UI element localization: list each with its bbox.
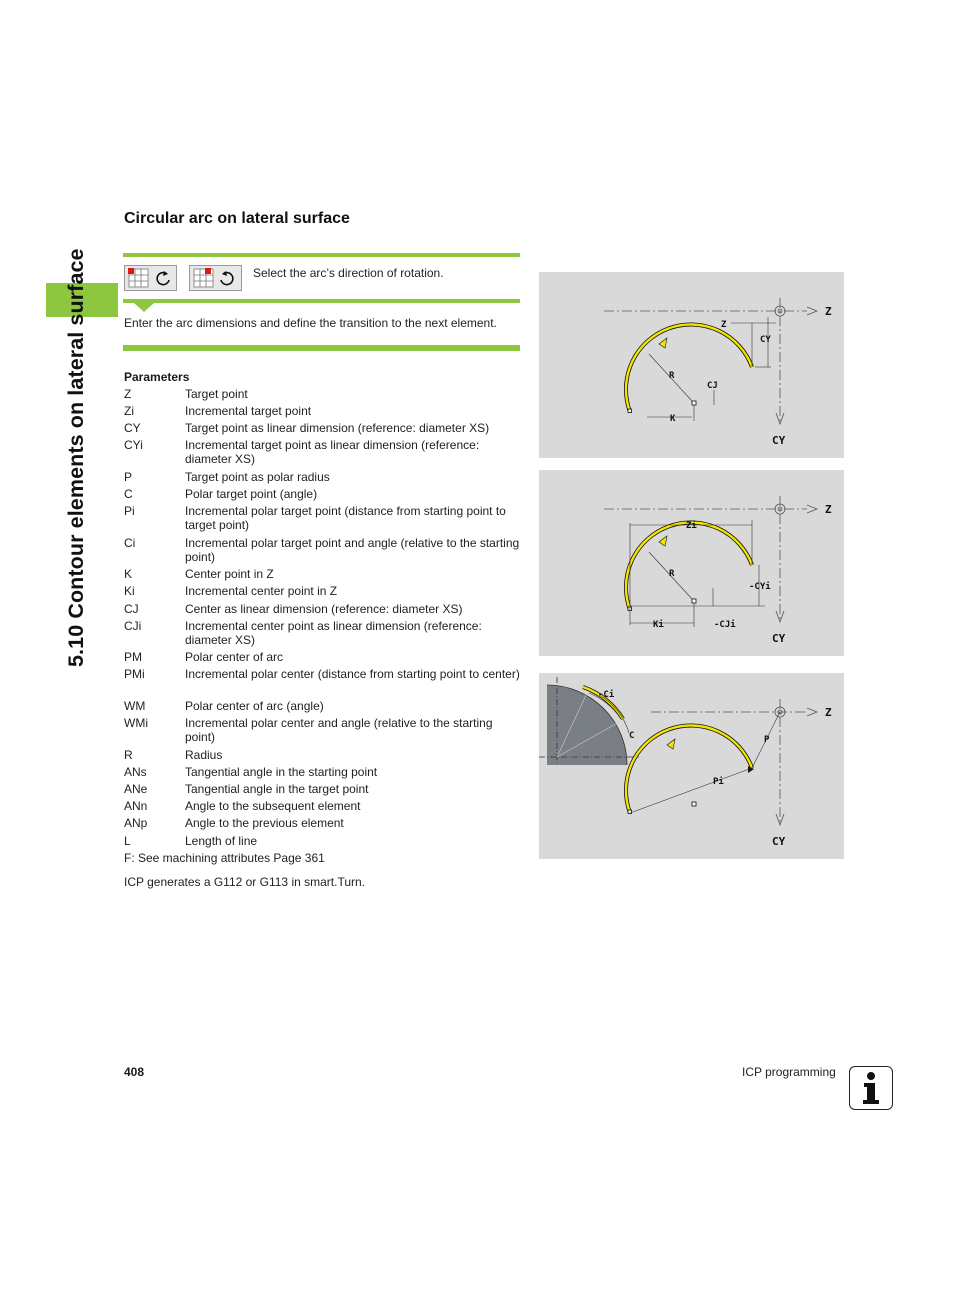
- parameter-description: Incremental polar target point (distance from starting point to target point): [185, 504, 506, 532]
- parameter-key: CYi: [124, 438, 143, 452]
- parameter-key: PMi: [124, 667, 145, 681]
- z-axis-label: Z: [825, 305, 832, 318]
- machining-note: F: See machining attributes Page 361: [124, 851, 325, 865]
- z-axis-label: Z: [825, 503, 832, 516]
- parameter-key: Z: [124, 387, 132, 401]
- fig2-cyi-label: -CYi: [749, 582, 771, 592]
- parameter-description: Incremental target point: [185, 404, 312, 418]
- parameter-description: Incremental polar target point and angle (relative to the starting point): [185, 536, 520, 564]
- parameter-description: Center point in Z: [185, 567, 274, 581]
- fig2-zi-label: Zi: [686, 521, 697, 531]
- fig1-cj-label: CJ: [707, 381, 718, 391]
- divider-bottom: [123, 345, 520, 351]
- parameter-key: CY: [124, 421, 141, 435]
- arc-clockwise-softkey[interactable]: [124, 265, 177, 291]
- section-title: Circular arc on lateral surface: [124, 210, 350, 227]
- parameter-description: Angle to the previous element: [185, 816, 344, 830]
- parameter-key: R: [124, 748, 133, 762]
- divider-middle: [123, 299, 520, 303]
- parameter-description: Incremental target point as linear dimension (reference: diameter XS): [185, 438, 480, 466]
- figure-arc-polar: [539, 673, 844, 859]
- parameter-description: Angle to the subsequent element: [185, 799, 361, 813]
- parameter-description: Target point as polar radius: [185, 470, 330, 484]
- parameter-key: Ci: [124, 536, 136, 550]
- parameter-key: P: [124, 470, 133, 484]
- parameter-description: Length of line: [185, 834, 258, 848]
- parameter-description: Target point: [185, 387, 248, 401]
- parameter-key: CJi: [124, 619, 142, 633]
- parameter-description: Polar center of arc: [185, 650, 284, 664]
- figure-arc-absolute: [539, 272, 844, 458]
- fig1-z-label: Z: [721, 320, 727, 330]
- parameter-description: Tangential angle in the starting point: [185, 765, 378, 779]
- fig1-r-label: R: [669, 371, 675, 381]
- cy-axis-label: CY: [772, 434, 786, 447]
- parameter-description: Tangential angle in the target point: [185, 782, 369, 796]
- parameter-key: Ki: [124, 584, 135, 598]
- fig3-ci-label: -Ci: [598, 690, 615, 700]
- chapter-title: 5.10 Contour elements on lateral surface: [64, 248, 88, 667]
- parameter-description: Polar target point (angle): [185, 487, 318, 501]
- arc-counterclockwise-icon: [190, 266, 241, 290]
- parameter-key: ANp: [124, 816, 148, 830]
- cy-axis-label: CY: [772, 835, 786, 848]
- enter-instruction: Enter the arc dimensions and define the transition to the next element.: [124, 316, 497, 330]
- parameter-description: Incremental polar center and angle (relative to the starting point): [185, 716, 493, 744]
- parameter-key: PM: [124, 650, 142, 664]
- footer-text: ICP programming: [742, 1065, 836, 1079]
- fig2-r-label: R: [669, 569, 675, 579]
- parameter-description: Target point as linear dimension (reference: diameter XS): [185, 421, 490, 435]
- parameter-description: Radius: [185, 748, 223, 762]
- fig3-pi-label: Pi: [713, 777, 724, 787]
- parameter-key: WMi: [124, 716, 148, 730]
- info-icon: [849, 1066, 893, 1110]
- fig2-ki-label: Ki: [653, 620, 664, 630]
- parameter-description: Polar center of arc (angle): [185, 699, 324, 713]
- fig1-k-label: K: [670, 414, 676, 424]
- parameter-description: Incremental center point as linear dimension (reference: diameter XS): [185, 619, 482, 647]
- smart-turn-note: ICP generates a G112 or G113 in smart.Turn.: [124, 875, 366, 889]
- parameter-key: K: [124, 567, 133, 581]
- figure-arc-incremental: [539, 470, 844, 656]
- step-arrow-icon: [134, 303, 154, 312]
- parameter-key: ANe: [124, 782, 148, 796]
- parameter-key: ANs: [124, 765, 147, 779]
- select-instruction: Select the arc’s direction of rotation.: [253, 266, 444, 280]
- page-number: 408: [124, 1065, 145, 1079]
- fig2-cji-label: -CJi: [714, 620, 736, 630]
- parameter-key: CJ: [124, 602, 139, 616]
- parameter-key: ANn: [124, 799, 148, 813]
- parameter-description: Center as linear dimension (reference: diameter XS): [185, 602, 463, 616]
- parameter-description: Incremental polar center (distance from starting point to center): [185, 667, 520, 681]
- parameter-description: Incremental center point in Z: [185, 584, 338, 598]
- parameter-key: L: [124, 834, 131, 848]
- arc-clockwise-icon: [125, 266, 176, 290]
- parameter-key: Zi: [124, 404, 134, 418]
- parameter-key: WM: [124, 699, 146, 713]
- fig3-p-label: P: [764, 735, 770, 745]
- arc-counterclockwise-softkey[interactable]: [189, 265, 242, 291]
- parameters-heading: Parameters: [124, 370, 190, 384]
- divider-top: [123, 253, 520, 257]
- fig3-c-label: C: [629, 731, 635, 741]
- cy-axis-label: CY: [772, 632, 786, 645]
- z-axis-label: Z: [825, 706, 832, 719]
- fig1-cy-label: CY: [760, 335, 771, 345]
- parameter-key: Pi: [124, 504, 135, 518]
- parameter-key: C: [124, 487, 133, 501]
